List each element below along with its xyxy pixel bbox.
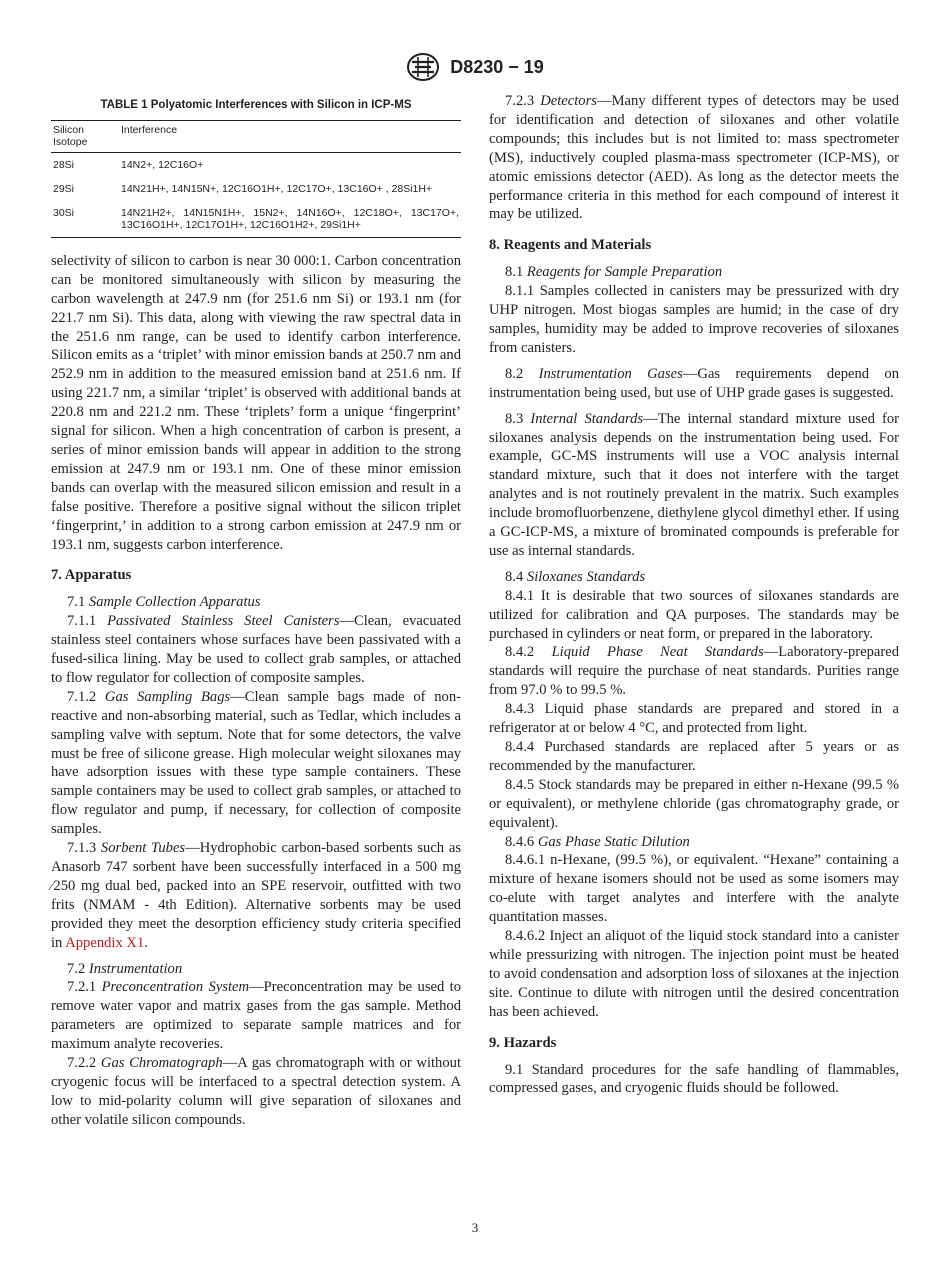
interference-table	[51, 120, 461, 238]
paragraph-8-2: 8.2 Instrumentation Gases—Gas requirements depend on instrumentation being used, but use of UHP grade gases is suggested.	[489, 365, 899, 401]
paragraph-8-4-5: 8.4.5 Stock standards may be prepared in either n-Hexane (99.5 % or equivalent), or methylene chloride (gas chromatography grade, or equivalent).	[489, 776, 899, 831]
paragraph-8-4-3: 8.4.3 Liquid phase standards are prepared and stored in a refrigerator at or below 4 °C, and protected from light.	[489, 701, 899, 737]
paragraph-8-4: 8.4 Siloxanes Standards	[505, 568, 646, 585]
document-id: D8230 − 19	[450, 56, 544, 77]
appendix-x1-link[interactable]: Appendix X1	[65, 934, 145, 951]
table-header-isotope: Silicon Isotope	[51, 120, 119, 152]
page-number: 3	[471, 1220, 479, 1235]
table-cell-isotope: 30Si	[51, 201, 119, 238]
paragraph-8-4-6-2: 8.4.6.2 Inject an aliquot of the liquid stock standard into a canister while pressurizing with nitrogen. The injection point must be heated to avoid condensation and adsorption loss of siloxanes at the injection site. Continue to dilute with nitrogen until the desired concentration has been achieved.	[489, 928, 899, 1020]
paragraph-7-2-3: 7.2.3 Detectors—Many different types of detectors may be used for identification and detection of siloxanes and other volatile compounds; this includes but is not limited to: mass spectrometer (MS), inductively coupled plasma-mass spectrometer (ICP-MS), or atomic emissions detector (AED). As long as the detector meets the performance criteria in this method for each compound of interest it may be utilized.	[489, 93, 899, 223]
paragraph-8-4-4: 8.4.4 Purchased standards are replaced after 5 years or as recommended by the manufacturer.	[489, 739, 899, 774]
table-title: TABLE 1 Polyatomic Interferences with Silicon in ICP-MS	[100, 99, 412, 111]
table-cell-isotope: 29Si	[53, 182, 75, 195]
table-cell-isotope: 28Si	[53, 158, 75, 171]
right-column	[489, 92, 899, 1105]
astm-logo-icon	[406, 52, 440, 82]
paragraph-8-4-6-1: 8.4.6.1 n-Hexane, (99.5 %), or equivalent. “Hexane” containing a mixture of hexane isomers should not be used as some isomers may co-elute with target analytes and interfere with the analyte quantitation masses.	[489, 852, 899, 926]
table-cell-interference: 14N21H+, 14N15N+, 12C16O1H+, 12C17O+, 13C16O+ , 28Si1H+	[121, 182, 433, 195]
table-header-interference: Interference	[119, 120, 461, 152]
paragraph-7-1-2: 7.1.2 Gas Sampling Bags—Clean sample bags made of non-reactive and non-absorbing material, such as Tedlar, which includes a sampling valve with septum. Note that for some detectors, the valve must be free of silicone grease. High molecular weight siloxanes may have adsorption issues with these type sample containers. These sample containers may be used to collect grab samples, or attached to flow regulator and pump, if necessary, for collection of composite samples.	[51, 688, 461, 838]
table-cell-interference: 14N2+, 12C16O+	[121, 158, 204, 171]
table-row	[51, 201, 461, 238]
paragraph-8-1: 8.1 Reagents for Sample Preparation	[505, 264, 723, 281]
paragraph-9-1: 9.1 Standard procedures for the safe handling of flammables, compressed gases, and cryogenic fluids should be followed.	[489, 1061, 899, 1097]
table-cell-interference: 14N21H2+, 14N15N1H+, 15N2+, 14N16O+, 12C18O+, 13C17O+, 13C16O1H+, 12C17O1H+, 12C16O1H2+, 29Si1H+	[119, 201, 461, 238]
page-header	[0, 52, 950, 82]
paragraph-8-1-1: 8.1.1 Samples collected in canisters may be pressurized with dry UHP nitrogen. Most biogas samples are humid; in the case of dry samples, humidity may be added to improve recoveries of siloxanes from canisters.	[489, 283, 899, 356]
paragraph-7-1-3: 7.1.3 Sorbent Tubes—Hydrophobic carbon-based sorbents such as Anasorb 747 sorbent have been successfully interfaced in a 500 mg ⁄250 mg dual bed, packed into an SPE reservoir, outfitted with two frits (NMAM - 4th Edition). Alternative sorbents may be used provided they meet the desorption efficiency study criteria specified in Appendix X1.	[51, 840, 461, 951]
paragraph-7-2-2: 7.2.2 Gas Chromatograph—A gas chromatograph with or without cryogenic focus will be interfaced to a spectral detection system. A low to mid-polarity column will give separation of siloxanes and other volatile silicon compounds.	[51, 1055, 462, 1128]
paragraph-7-2: 7.2 Instrumentation	[67, 960, 183, 977]
table-row	[51, 152, 461, 177]
section-heading-reagents: 8. Reagents and Materials	[489, 237, 652, 254]
paragraph-7-1: 7.1 Sample Collection Apparatus	[67, 594, 261, 611]
section-heading-apparatus: 7. Apparatus	[51, 567, 132, 584]
section-heading-hazards: 9. Hazards	[489, 1034, 557, 1051]
paragraph-8-4-6: 8.4.6 Gas Phase Static Dilution	[505, 833, 690, 850]
table-row	[51, 177, 461, 201]
paragraph-8-4-2: 8.4.2 Liquid Phase Neat Standards—Laboratory-prepared standards will require the purchase of neat standards. Purities range from 97.0 % to 99.5 %.	[489, 644, 899, 699]
paragraph-8-3: 8.3 Internal Standards—The internal standard mixture used for siloxanes analysis depends on the instrumentation being used. For example, GC-MS instruments will use a VOC analysis internal standard mixture, such that it does not interfere with the target analytes and is not routinely prevalent in the matrix. Such examples include bromofluorbenzene, diethylene glycol dimethyl ether. If using a GC-ICP-MS, a mixture of brominated compounds is preferable for use as internal standards.	[489, 410, 899, 559]
paragraph-7-1-1: 7.1.1 Passivated Stainless Steel Canisters—Clean, evacuated stainless steel containers whose surfaces have been passivated with a fused-silica lining. May be used to collect grab samples, or attached to flow regulator for collection of composite samples.	[51, 613, 461, 686]
paragraph-7-2-1: 7.2.1 Preconcentration System—Preconcentration may be used to remove water vapor and matrix gases from the gas sample. Method parameters are optimized to separate sample matrices and for maximum analyte recoveries.	[51, 979, 461, 1053]
paragraph-carbon-interference: selectivity of silicon to carbon is near 30 000:1. Carbon concentration can be monitored simultaneously with silicon by measuring the carbon wavelength at 247.9 nm (for 251.6 nm Si) or 193.1 nm (for 221.7 nm Si). This data, along with viewing the raw spectral data in the 251.6 nm range, can be used to identify carbon interference. Silicon emits as a ‘triplet’ with minor emission bands at 250.7 nm and 252.9 nm in addition to the measured emission band at 251.6 nm. If using 221.7 nm, a similar ‘triplet’ is observed with additional bands at 220.8 nm and 221.2 nm. These ‘triplets’ form a unique ‘fingerprint’ signal for silicon. When a high concentration of carbon is present, a series of minor emission bands will appear in addition to the strong emission at 247.9 nm or 193.1 nm. One of these minor emission bands can overlap with the measured silicon emission and result in a false positive. Therefore a positive signal without the silicon triplet ‘fingerprint,’ in addition to a strong carbon emission at 247.9 nm or 193.1 nm, suggests carbon interference.	[51, 252, 461, 553]
left-column	[51, 92, 461, 1130]
paragraph-8-4-1: 8.4.1 It is desirable that two sources of siloxanes standards are utilized for calibration and QA purposes. The standards may be purchased in cylinders or neat form, or prepared in the laboratory.	[489, 587, 899, 642]
